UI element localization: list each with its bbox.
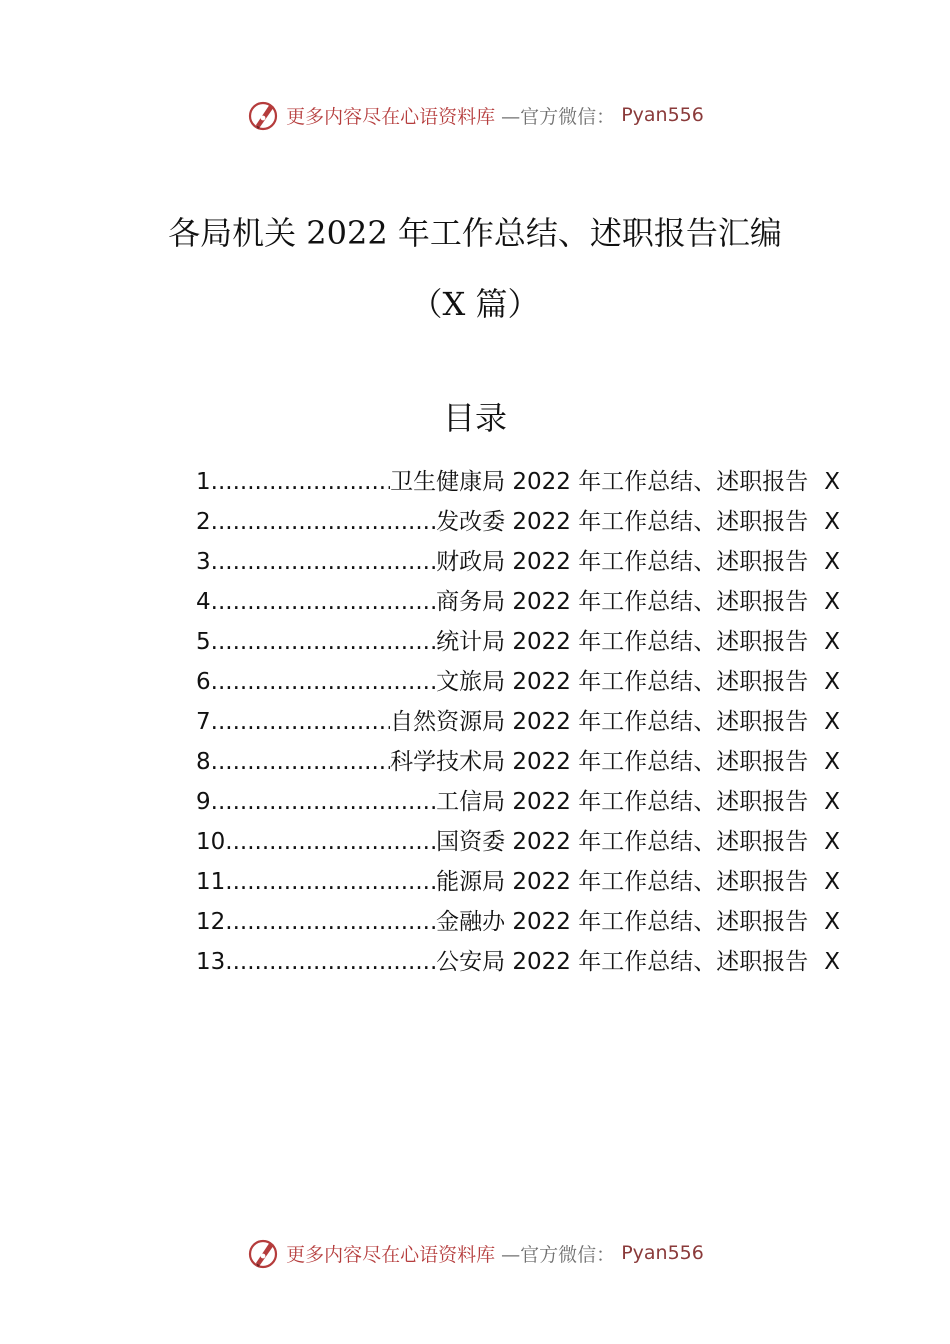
toc-entry-title: 文旅局 2022 年工作总结、述职报告 <box>436 669 809 695</box>
toc-leader <box>211 462 390 502</box>
toc-page: X <box>824 709 840 735</box>
toc-item[interactable] <box>196 702 840 742</box>
table-of-contents <box>196 462 840 982</box>
toc-number: 9 <box>196 789 211 815</box>
toc-leader <box>225 822 436 862</box>
header-banner <box>0 95 950 135</box>
toc-leader <box>211 622 436 662</box>
pen-circle-logo-icon <box>246 1236 280 1270</box>
toc-leader <box>211 782 436 822</box>
toc-entry-title: 统计局 2022 年工作总结、述职报告 <box>436 629 809 655</box>
banner-account: Pyan556 <box>621 1242 704 1264</box>
toc-page: X <box>824 549 840 575</box>
toc-number: 6 <box>196 669 211 695</box>
document-subtitle: （X 篇） <box>410 285 540 323</box>
toc-item[interactable] <box>196 542 840 582</box>
toc-leader <box>211 542 436 582</box>
toc-page: X <box>824 909 840 935</box>
toc-item[interactable] <box>196 782 840 822</box>
toc-item[interactable] <box>196 622 840 662</box>
toc-entry-title: 工信局 2022 年工作总结、述职报告 <box>436 789 809 815</box>
toc-leader <box>211 702 390 742</box>
toc-item[interactable] <box>196 942 840 982</box>
toc-item[interactable] <box>196 582 840 622</box>
toc-page: X <box>824 949 840 975</box>
toc-leader <box>211 742 390 782</box>
toc-entry-title: 能源局 2022 年工作总结、述职报告 <box>436 869 809 895</box>
toc-heading: 目录 <box>442 399 507 437</box>
toc-item[interactable] <box>196 902 840 942</box>
toc-item[interactable] <box>196 822 840 862</box>
toc-number: 12 <box>196 909 226 935</box>
toc-item[interactable] <box>196 502 840 542</box>
toc-page: X <box>824 669 840 695</box>
banner-grey-text: —官方微信： <box>501 105 616 128</box>
footer-banner <box>0 1233 950 1273</box>
toc-entry-title: 卫生健康局 2022 年工作总结、述职报告 <box>390 469 809 495</box>
pen-circle-logo-icon <box>246 98 280 132</box>
toc-item[interactable] <box>196 462 840 502</box>
toc-number: 7 <box>196 709 211 735</box>
toc-number: 11 <box>196 869 226 895</box>
toc-leader <box>211 502 436 542</box>
toc-number: 4 <box>196 589 211 615</box>
toc-entry-title: 自然资源局 2022 年工作总结、述职报告 <box>390 709 809 735</box>
toc-item[interactable] <box>196 862 840 902</box>
banner-grey-text: —官方微信： <box>501 1243 616 1266</box>
toc-number: 5 <box>196 629 211 655</box>
toc-entry-title: 公安局 2022 年工作总结、述职报告 <box>436 949 809 975</box>
toc-leader <box>225 862 436 902</box>
banner-account: Pyan556 <box>621 104 704 126</box>
toc-leader <box>225 902 436 942</box>
toc-page: X <box>824 829 840 855</box>
toc-leader <box>225 942 436 982</box>
toc-entry-title: 科学技术局 2022 年工作总结、述职报告 <box>390 749 809 775</box>
toc-number: 13 <box>196 949 226 975</box>
toc-entry-title: 金融办 2022 年工作总结、述职报告 <box>436 909 809 935</box>
toc-page: X <box>824 749 840 775</box>
toc-number: 10 <box>196 829 226 855</box>
document-title: 各局机关 2022 年工作总结、述职报告汇编 <box>168 214 782 252</box>
toc-entry-title: 发改委 2022 年工作总结、述职报告 <box>436 509 809 535</box>
toc-page: X <box>824 509 840 535</box>
toc-page: X <box>824 869 840 895</box>
toc-item[interactable] <box>196 742 840 782</box>
toc-number: 1 <box>196 469 211 495</box>
toc-page: X <box>824 469 840 495</box>
toc-page: X <box>824 789 840 815</box>
toc-number: 8 <box>196 749 211 775</box>
toc-entry-title: 财政局 2022 年工作总结、述职报告 <box>436 549 809 575</box>
banner-red-text: 更多内容尽在心语资料库 <box>286 105 496 128</box>
toc-page: X <box>824 629 840 655</box>
toc-number: 2 <box>196 509 211 535</box>
toc-leader <box>211 582 436 622</box>
toc-page: X <box>824 589 840 615</box>
toc-number: 3 <box>196 549 211 575</box>
toc-entry-title: 国资委 2022 年工作总结、述职报告 <box>436 829 809 855</box>
banner-red-text: 更多内容尽在心语资料库 <box>286 1243 496 1266</box>
toc-leader <box>211 662 436 702</box>
toc-entry-title: 商务局 2022 年工作总结、述职报告 <box>436 589 809 615</box>
toc-item[interactable] <box>196 662 840 702</box>
